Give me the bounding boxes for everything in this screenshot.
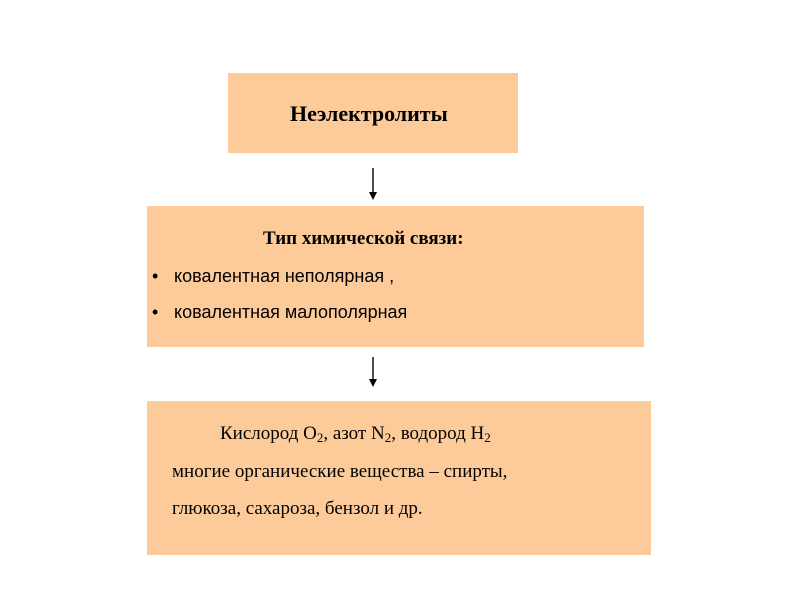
- examples-text: Кислород О: [220, 423, 317, 444]
- subscript: 2: [384, 430, 392, 445]
- bullet-icon: •: [152, 302, 159, 322]
- bond-type-item: [152, 302, 407, 323]
- examples-line-sugars: глюкоза, сахароза, бензол и др.: [172, 498, 423, 519]
- examples-text: , азот N: [323, 423, 385, 444]
- bond-type-item-text: ковалентная малополярная: [174, 302, 408, 322]
- arrow-head: [369, 192, 377, 200]
- examples-line-organics: многие органические вещества – спирты,: [172, 461, 508, 482]
- examples-line-gases: [220, 423, 491, 445]
- bond-type-box: [147, 206, 644, 347]
- bond-type-item-text: ковалентная неполярная ,: [174, 266, 395, 286]
- arrow-head: [369, 379, 377, 387]
- bond-type-heading: Тип химической связи:: [263, 228, 464, 249]
- bullet-icon: •: [152, 266, 159, 286]
- non-electrolytes-box: [228, 73, 518, 153]
- examples-box: [147, 401, 651, 555]
- examples-text: , водород Н: [391, 423, 485, 444]
- down-arrow-icon: [366, 355, 380, 391]
- subscript: 2: [316, 430, 324, 445]
- subscript: 2: [484, 430, 491, 445]
- non-electrolytes-title: Неэлектролиты: [290, 101, 448, 126]
- bond-type-item: [152, 266, 394, 287]
- down-arrow-icon: [366, 166, 380, 202]
